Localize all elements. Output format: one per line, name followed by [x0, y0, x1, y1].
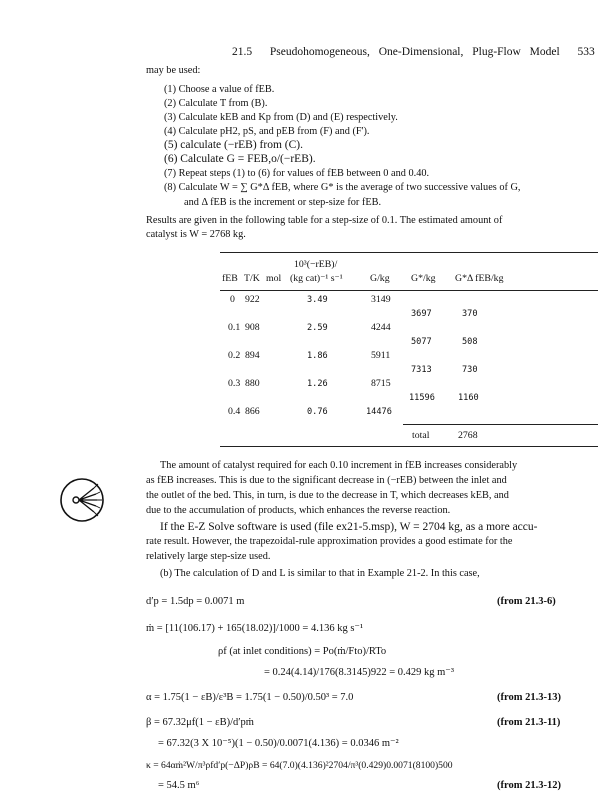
equation-ref: (from 21.3-12): [497, 780, 561, 791]
step-7: (7) Repeat steps (1) to (6) for values of fEB between 0 and 0.40.: [164, 168, 430, 179]
equation-kappa: κ = 64αṁ²W/π³ρfd′p(−ΔP)ρB = 64(7.0)(4.136)²2704/π³(0.429)0.0071(8100)500: [146, 760, 453, 771]
equation-ref: (from 21.3-11): [497, 717, 561, 728]
para-line-2: as fEB increases. This is due to the significant decrease in (−rEB) between the inlet and: [146, 475, 507, 486]
equation-ref: (from 21.3-13): [497, 692, 561, 703]
step-6: (6) Calculate G = FEB,o/(−rEB).: [164, 153, 316, 165]
row-T: 880: [245, 378, 260, 389]
section-title: Pseudohomogeneous, One-Dimensional, Plug-Flow Model: [269, 46, 560, 58]
para-line-1: The amount of catalyst required for each 0.10 increment in fEB increases considerably: [160, 460, 518, 471]
col-header-Gstar: G*/kg: [411, 273, 436, 284]
row-T: 866: [245, 406, 260, 417]
table-total-rule: [403, 424, 598, 425]
row-T: 908: [245, 322, 260, 333]
row-G: 8715: [371, 378, 391, 389]
disk-icon-graphic: [58, 476, 106, 524]
equation-dp: d′p = 1.5dp = 0.0071 m: [146, 596, 245, 607]
table-top-rule: [220, 252, 598, 253]
running-header: [232, 46, 595, 58]
step-2: (2) Calculate T from (B).: [164, 98, 268, 109]
row-f: 0: [230, 294, 235, 305]
ez-line-3: relatively large step-size used.: [146, 551, 271, 562]
step-8: (8) Calculate W = ∑ G*Δ fEB, where G* is the average of two successive values of G,: [164, 182, 521, 193]
col-header-mol: mol: [266, 273, 282, 284]
part-b-text: (b) The calculation of D and L is similar to that in Example 21-2. In this case,: [160, 568, 480, 579]
col-header-GdF: G*Δ fEB/kg: [455, 273, 504, 284]
col-header-T: T/K: [244, 273, 260, 284]
ez-line-1: If the E-Z Solve software is used (file ex21-5.msp), W = 2704 kg, as a more accu-: [160, 521, 538, 533]
step-3: (3) Calculate kEB and Kp from (D) and (E) respectively.: [164, 112, 398, 123]
step-1: (1) Choose a value of fEB.: [164, 84, 275, 95]
table-header-rule: [220, 290, 598, 291]
disk-icon: [58, 476, 106, 524]
ez-line-2: rate result. However, the trapezoidal-rule approximation provides a good estimate for the: [146, 536, 513, 547]
equation-kappa-value: = 54.5 m⁶: [158, 780, 200, 791]
row-rate: 3.49: [307, 295, 328, 305]
step-5: (5) calculate (−rEB) from (C).: [164, 139, 303, 151]
section-number: 21.5: [232, 46, 253, 58]
intro-text: may be used:: [146, 65, 201, 76]
row-f: 0.3: [228, 378, 241, 389]
row-f: 0.4: [228, 406, 241, 417]
row-T: 922: [245, 294, 260, 305]
row-Gstar: 11596: [409, 393, 435, 403]
results-line-1: Results are given in the following table for a step-size of 0.1. The estimated amount of: [146, 215, 503, 226]
row-G: 4244: [371, 322, 391, 333]
para-line-4: due to the accumulation of products, which enhances the reverse reaction.: [146, 505, 451, 516]
page-number: 533: [577, 46, 595, 58]
row-Gstar: 3697: [411, 309, 432, 319]
equation-rho: ρf (at inlet conditions) = Po(ṁ/Fto)/RTo: [218, 646, 387, 657]
equation-rho-value: = 0.24(4.14)/176(8.3145)922 = 0.429 kg m⁻³: [264, 667, 454, 678]
row-GdF: 508: [462, 337, 478, 347]
equation-beta: β = 67.32μf(1 − εB)/d′pṁ: [146, 717, 254, 728]
row-G: 14476: [366, 407, 392, 417]
row-rate: 1.26: [307, 379, 328, 389]
row-Gstar: 7313: [411, 365, 432, 375]
row-rate: 1.86: [307, 351, 328, 361]
table-bottom-rule: [220, 446, 598, 447]
row-rate: 0.76: [307, 407, 328, 417]
para-line-3: the outlet of the bed. This, in turn, is due to the decrease in T, which decreases kEB, and: [146, 490, 509, 501]
equation-ref: (from 21.3-6): [497, 596, 556, 607]
total-label: total: [412, 430, 430, 441]
col-header-rate-1: 10³(−rEB)/: [294, 259, 338, 270]
row-GdF: 1160: [458, 393, 479, 403]
row-GdF: 730: [462, 365, 478, 375]
row-f: 0.2: [228, 350, 241, 361]
row-T: 894: [245, 350, 260, 361]
col-header-f: fEB: [222, 273, 238, 284]
row-G: 5911: [371, 350, 391, 361]
row-GdF: 370: [462, 309, 478, 319]
row-rate: 2.59: [307, 323, 328, 333]
equation-alpha: α = 1.75(1 − εB)/ε³B = 1.75(1 − 0.50)/0.50³ = 7.0: [146, 692, 354, 703]
results-line-2: catalyst is W = 2768 kg.: [146, 229, 246, 240]
col-header-G: G/kg: [370, 273, 390, 284]
step-8-cont: and Δ fEB is the increment or step-size for fEB.: [184, 197, 382, 208]
step-4: (4) Calculate pH2, pS, and pEB from (F) and (F').: [164, 126, 370, 137]
col-header-rate-2: (kg cat)⁻¹ s⁻¹: [290, 273, 343, 284]
row-G: 3149: [371, 294, 391, 305]
total-value: 2768: [458, 430, 478, 441]
row-f: 0.1: [228, 322, 241, 333]
equation-mdot: ṁ = [11(106.17) + 165(18.02)]/1000 = 4.136 kg s⁻¹: [146, 623, 364, 634]
equation-beta-value: = 67.32(3 X 10⁻⁵)(1 − 0.50)/0.0071(4.136) = 0.0346 m⁻²: [158, 738, 399, 749]
row-Gstar: 5077: [411, 337, 432, 347]
